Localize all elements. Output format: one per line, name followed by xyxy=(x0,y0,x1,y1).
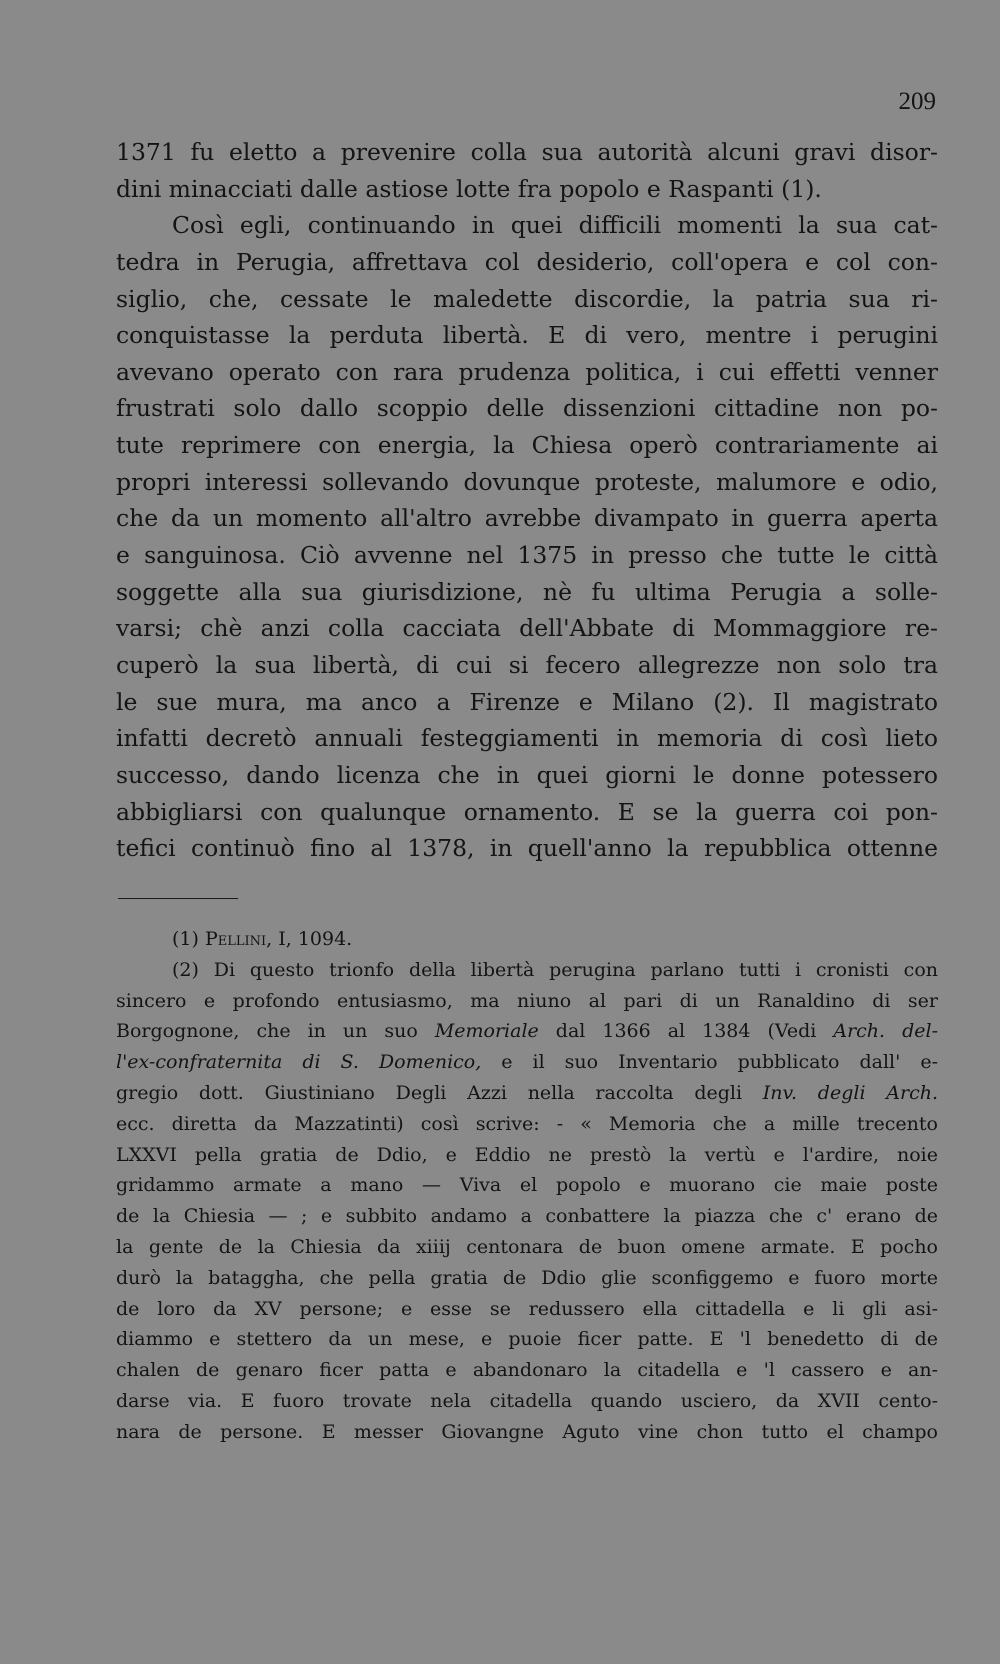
footnote-2-line xyxy=(116,1016,938,1047)
page-number: 209 xyxy=(898,88,936,115)
footnote-2-line: nara de persone. E messer Giovangne Aguto vine chon tutto el champo xyxy=(116,1420,938,1443)
footnote-reference: , I, 1094. xyxy=(266,928,353,950)
footnote-2-line: darse via. E fuoro trovate nela citadella quando usciero, da XVII cento- xyxy=(116,1389,938,1412)
text-line: le sue mura, ma anco a Firenze e Milano (2). Il magistrato xyxy=(116,687,938,716)
footnote-2-line: de loro da XV persone; e esse se redussero ella cittadella e li gli asi- xyxy=(116,1297,938,1320)
footnote-2-line: ecc. diretta da Mazzatinti) così scrive: - « Memoria che a mille trecento xyxy=(116,1112,938,1135)
text-line: frustrati solo dallo scoppio delle dissenzioni cittadine non po- xyxy=(116,394,938,423)
text-line: dini minacciati dalle astiose lotte fra popolo e Raspanti (1). xyxy=(116,174,822,203)
footnote-text: gregio dott. Giustiniano Degli Azzi nella raccolta degli xyxy=(116,1081,763,1104)
footnote-2-line: diammo e stettero da un mese, e puoie ficer patte. E 'l benedetto di de xyxy=(116,1328,938,1351)
footnotes xyxy=(116,924,938,1448)
footnote-1 xyxy=(116,924,938,955)
footnote-text: e il suo Inventario pubblicato dall' e- xyxy=(481,1051,938,1074)
text-line: siglio, che, cessate le maledette discordie, la patria sua ri- xyxy=(116,284,938,313)
footnote-2-line: sincero e profondo entusiasmo, ma niuno al pari di un Ranaldino di ser xyxy=(116,989,938,1012)
main-text xyxy=(116,134,938,867)
footnote-2-line: gridammo armate a mano — Viva el popolo e muorano cie maie poste xyxy=(116,1174,938,1197)
text-line: tefici continuò fino al 1378, in quell'anno la repubblica ottenne xyxy=(116,834,938,863)
text-line: che da un momento all'altro avrebbe divampato in guerra aperta xyxy=(116,504,938,533)
footnote-2-line: la gente de la Chiesia da xiiij centonara de buon omene armate. E pocho xyxy=(116,1235,938,1258)
footnote-title-italic: l'ex-confraternita di S. Domenico, xyxy=(116,1051,482,1074)
footnote-2-line xyxy=(116,1078,938,1109)
text-line: successo, dando licenza che in quei giorni le donne potessero xyxy=(116,760,938,789)
text-line: avevano operato con rara prudenza politica, i cui effetti venner xyxy=(116,357,938,386)
footnote-2-line: chalen de genaro ficer patta e abandonaro la citadella e 'l cassero e an- xyxy=(116,1359,938,1382)
text-line: tute reprimere con energia, la Chiesa operò contrariamente ai xyxy=(116,431,938,460)
footnote-author: Pellini xyxy=(204,928,267,950)
text-line: infatti decretò annuali festeggiamenti in memoria di così lieto xyxy=(116,724,938,753)
text-line: 1371 fu eletto a prevenire colla sua autorità alcuni gravi disor- xyxy=(116,138,938,166)
footnote-2-line: (2) Di questo trionfo della libertà perugina parlano tutti i cronisti con xyxy=(172,958,938,981)
footnote-marker: (1) xyxy=(172,928,199,950)
text-line: soggette alla sua giurisdizione, nè fu ultima Perugia a solle- xyxy=(116,577,938,606)
footnote-title-italic: Memoriale xyxy=(434,1020,539,1043)
footnote-2-line: durò la bataggha, che pella gratia de Ddio glie sconfiggemo e fuoro morte xyxy=(116,1266,938,1289)
footnote-title-italic: Arch. del- xyxy=(833,1020,938,1043)
footnote-text: dal 1366 al 1384 (Vedi xyxy=(538,1020,834,1043)
footnote-separator xyxy=(118,898,238,899)
footnote-2-line: LXXVI pella gratia de Ddio, e Eddio ne prestò la vertù e l'ardire, noie xyxy=(116,1143,938,1166)
text-line: abbigliarsi con qualunque ornamento. E se la guerra coi pon- xyxy=(116,797,938,826)
footnote-2-line xyxy=(116,1047,938,1078)
text-line: e sanguinosa. Ciò avvenne nel 1375 in presso che tutte le città xyxy=(116,541,938,570)
text-line: varsi; chè anzi colla cacciata dell'Abbate di Mommaggiore re- xyxy=(116,614,938,643)
footnote-text: Borgognone, che in un suo xyxy=(116,1020,435,1043)
footnote-title-italic: Inv. degli Arch. xyxy=(762,1081,938,1104)
text-line: propri interessi sollevando dovunque proteste, malumore e odio, xyxy=(116,467,938,496)
text-line: conquistasse la perduta libertà. E di vero, mentre i perugini xyxy=(116,321,938,350)
text-line: tedra in Perugia, affrettava col desiderio, coll'opera e col con- xyxy=(116,247,938,276)
footnote-2-line: de la Chiesia — ; e subbito andamo a conbattere la piazza che c' erano de xyxy=(116,1205,938,1228)
text-line: Così egli, continuando in quei difficili momenti la sua cat- xyxy=(172,211,938,240)
text-line: cuperò la sua libertà, di cui si fecero allegrezze non solo tra xyxy=(116,650,938,679)
